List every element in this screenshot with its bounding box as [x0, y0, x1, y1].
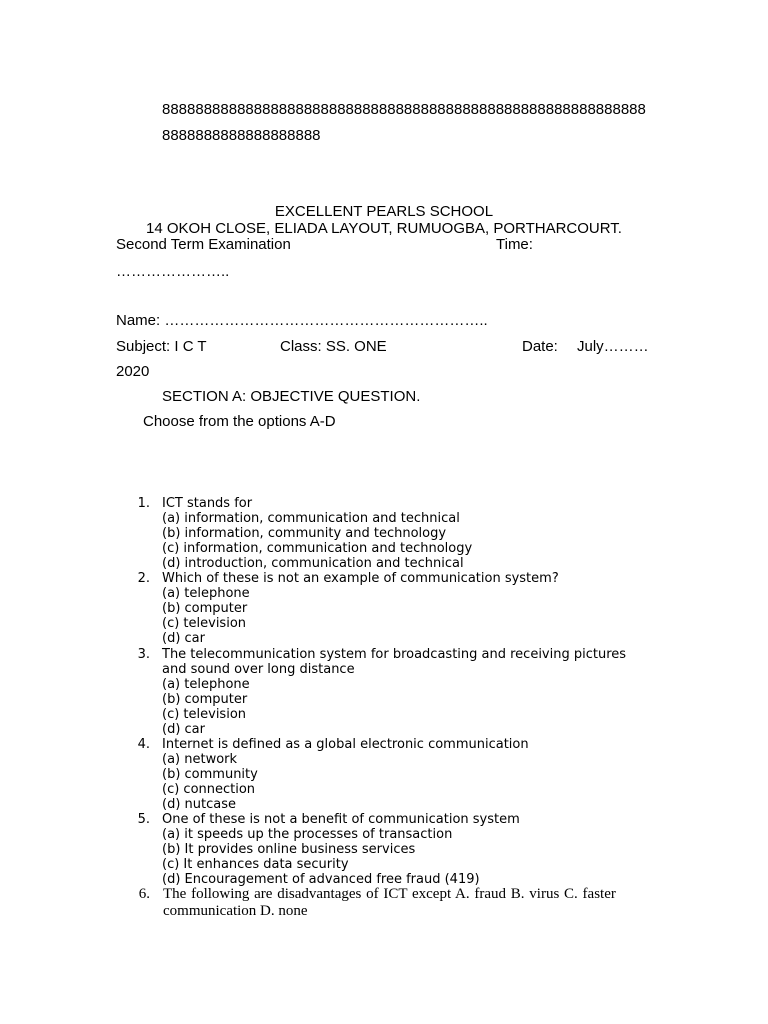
question-stem: Which of these is not an example of communication system? [162, 571, 559, 587]
exam-title: Second Term Examination [116, 236, 291, 253]
header-code-line-2: 8888888888888888888 [162, 127, 321, 144]
question-number: 2. [137, 571, 150, 587]
school-address: 14 OKOH CLOSE, ELIADA LAYOUT, RUMUOGBA, PORTHARCOURT. [146, 220, 622, 237]
answer-option: (c) television [162, 616, 247, 632]
class-label: Class: SS. ONE [280, 338, 387, 355]
section-title: SECTION A: OBJECTIVE QUESTION. [162, 388, 421, 405]
answer-option: (b) computer [162, 601, 248, 617]
time-label: Time: [496, 236, 533, 253]
answer-option: (a) telephone [162, 676, 250, 692]
answer-option: (b) It provides online business services [162, 842, 416, 858]
question-stem: and sound over long distance [162, 661, 355, 677]
answer-option: (b) information, community and technology [162, 526, 447, 542]
answer-option: (c) connection [162, 781, 256, 797]
answer-option: (c) It enhances data security [162, 857, 349, 873]
answer-option: (b) community [162, 766, 258, 782]
answer-option: (a) it speeds up the processes of transaction [162, 827, 453, 843]
instruction-text: Choose from the options A-D [143, 413, 336, 430]
header-code-line-1: 8888888888888888888888888888888888888888888888888888888888 [162, 101, 646, 118]
answer-option: (d) Encouragement of advanced free fraud (419) [162, 872, 480, 888]
answer-option: (b) computer [162, 691, 248, 707]
answer-option: (c) television [162, 706, 247, 722]
question-stem: One of these is not a benefit of communication system [162, 812, 520, 828]
answer-option: (d) car [162, 631, 205, 647]
school-name: EXCELLENT PEARLS SCHOOL [274, 203, 494, 220]
date-label: Date: [522, 338, 558, 355]
name-line: Name: ……………………………………………………….. [116, 312, 488, 329]
question-number: 5. [137, 812, 150, 828]
date-value: July……… [577, 338, 649, 355]
exam-year: 2020 [116, 363, 150, 380]
question-6-line-1: The following are disadvantages of ICT except A. fraud B. virus C. faster [163, 886, 616, 902]
subject-label: Subject: I C T [116, 338, 207, 355]
answer-option: (a) network [162, 751, 238, 767]
question-number: 4. [137, 736, 150, 752]
answer-option: (d) introduction, communication and technical [162, 556, 464, 572]
question-6-line-2: communication D. none [163, 903, 308, 919]
question-number: 6. [138, 886, 150, 902]
time-dots: ………………….. [116, 263, 230, 280]
question-stem: ICT stands for [162, 496, 253, 511]
answer-option: (a) information, communication and technical [162, 511, 460, 527]
question-number: 1. [137, 496, 150, 511]
question-stem: The telecommunication system for broadcasting and receiving pictures [162, 646, 627, 662]
question-stem: Internet is defined as a global electronic communication [162, 736, 529, 752]
answer-option: (d) car [162, 721, 205, 737]
answer-option: (a) telephone [162, 586, 250, 602]
answer-option: (c) information, communication and technology [162, 541, 473, 557]
question-number: 3. [137, 646, 150, 662]
answer-option: (d) nutcase [162, 797, 236, 812]
